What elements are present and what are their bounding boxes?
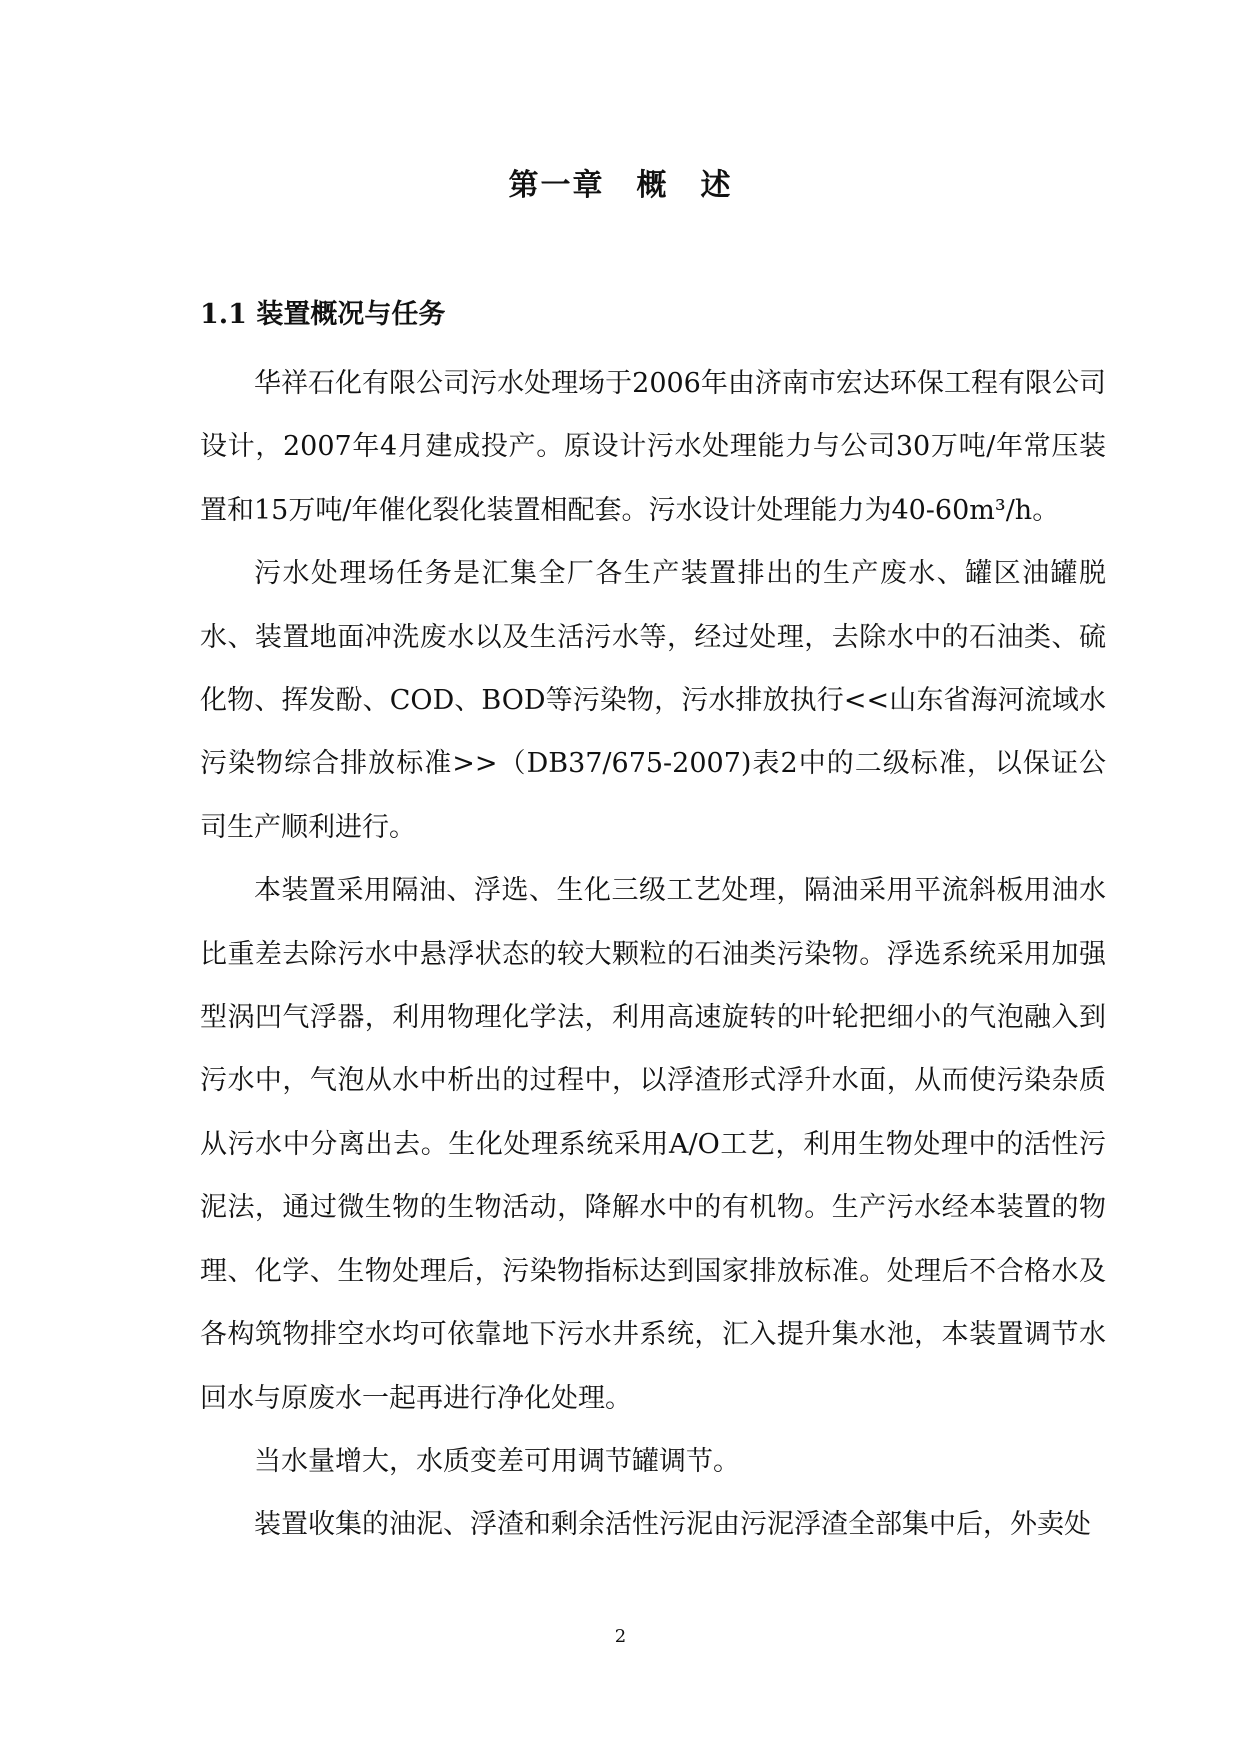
paragraph-task: 污水处理场任务是汇集全厂各生产装置排出的生产废水、罐区油罐脱水、装置地面冲洗废水以及生活污水等，经过处理，去除水中的石油类、硫化物、挥发酚、COD、BOD等污染物，污水排放执行<<山东省海河流域水污染物综合排放标准>>（DB37/675-2007)表2中的二级标准，以保证公司生产顺利进行。 <box>200 558 1106 843</box>
chapter-title: 第一章 概 述 <box>508 168 733 203</box>
paragraph-regulation: 当水量增大，水质变差可用调节罐调节。 <box>254 1445 740 1477</box>
paragraph-sludge: 装置收集的油泥、浮渣和剩余活性污泥由污泥浮渣全部集中后，外卖处 <box>254 1509 1091 1541</box>
section-heading: 1.1 装置概况与任务 <box>200 299 446 330</box>
paragraph-overview: 华祥石化有限公司污水处理场于2006年由济南市宏达环保工程有限公司设计，2007年4月建成投产。原设计污水处理能力与公司30万吨/年常压装置和15万吨/年催化裂化装置相配套。污水设计处理能力为40-60m³/h。 <box>200 368 1106 526</box>
paragraph-process: 本装置采用隔油、浮选、生化三级工艺处理，隔油采用平流斜板用油水比重差去除污水中悬浮状态的较大颗粒的石油类污染物。浮选系统采用加强型涡凹气浮器，利用物理化学法，利用高速旋转的叶轮把细小的气泡融入到污水中，气泡从水中析出的过程中，以浮渣形式浮升水面，从而使污染杂质从污水中分离出去。生化处理系统采用A/O工艺，利用生物处理中的活性污泥法，通过微生物的生物活动，降解水中的有机物。生产污水经本装置的物理、化学、生物处理后，污染物指标达到国家排放标准。处理后不合格水及各构筑物排空水均可依靠地下污水井系统，汇入提升集水池，本装置调节水回水与原废水一起再进行净化处理。 <box>200 875 1106 1414</box>
body-text <box>200 352 1106 1557</box>
page-number: 2 <box>614 1626 627 1647</box>
